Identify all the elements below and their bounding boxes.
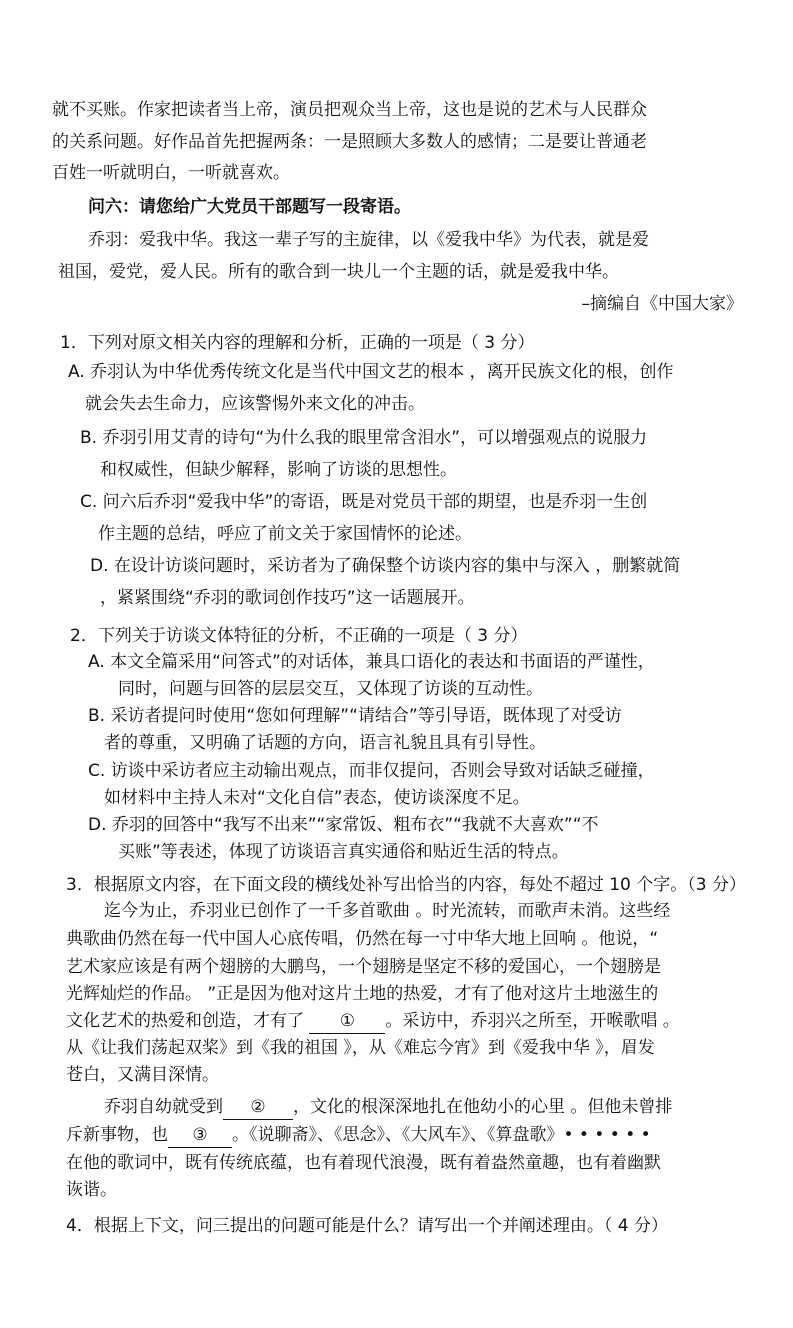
q3-para1-line-5-after: 。采访中，乔羽兴之所至，开喉歌唱 。 (385, 1011, 680, 1031)
passage-line-3: 百姓一听就明白，一听就喜欢。 (52, 163, 290, 183)
q3-para2-line-4: 诙谐。 (66, 1180, 117, 1200)
answer-six-line-1: 乔羽：爱我中华。我这一辈子写的主旋律，以《爱我中华》为代表，就是爱 (88, 230, 649, 250)
q3-para2-line-1 (104, 1095, 672, 1120)
q3-para2-line-2-after: 。《说聊斋》、《思念》、《大风车》、《算盘歌》• • • • • • (232, 1125, 651, 1145)
q1-option-a-line-1: A. 乔羽认为中华优秀传统文化是当代中国文艺的根本 ，离开民族文化的根，创作 (68, 362, 674, 382)
q3-para2-line-1-before: 乔羽自幼就受到 (104, 1097, 223, 1117)
q1-stem: 1．下列对原文相关内容的理解和分析，正确的一项是（ 3 分） (60, 333, 535, 353)
q3-para1-line-5 (66, 1009, 680, 1034)
q3-para1-line-7: 苍白，又满目深情。 (66, 1065, 219, 1085)
answer-six-line-2: 祖国，爱党，爱人民。所有的歌合到一块儿一个主题的话，就是爱我中华。 (58, 262, 619, 282)
q3-para1-line-3: 艺术家应该是有两个翅膀的大鹏鸟，一个翅膀是坚定不移的爱国心，一个翅膀是 (66, 957, 661, 977)
fill-blank-2[interactable]: ② (223, 1095, 293, 1120)
q3-para1-line-1: 迄今为止，乔羽业已创作了一千多首歌曲 。时光流转，而歌声未消。这些经 (104, 901, 671, 921)
q1-option-d-line-1: D. 在设计访谈问题时，采访者为了确保整个访谈内容的集中与深入 ，删繁就简 (90, 556, 681, 576)
q3-para1-line-5-before: 文化艺术的热爱和创造，才有了 (66, 1011, 310, 1031)
fill-blank-1[interactable]: ① (309, 1009, 385, 1034)
passage-line-1: 就不买账。作家把读者当上帝，演员把观众当上帝，这也是说的艺术与人民群众 (52, 100, 647, 120)
q2-option-b-line-2: 者的尊重，又明确了话题的方向，语言礼貌且具有引导性。 (104, 733, 546, 753)
q3-para1-line-4: 光辉灿烂的作品。 ”正是因为他对这片土地的热爱，才有了他对这片土地滋生的 (66, 984, 659, 1004)
q3-para2-line-2 (66, 1123, 651, 1148)
q4-stem: 4．根据上下文，问三提出的问题可能是什么？请写出一个并阐述理由。（ 4 分） (66, 1216, 668, 1236)
q2-option-c-line-2: 如材料中主持人未对“文化自信”表态，使访谈深度不足。 (104, 788, 530, 808)
q1-option-c-line-2: 作主题的总结，呼应了前文关于家国情怀的论述。 (98, 524, 472, 544)
source-attribution: –摘编自《中国大家》 (581, 294, 743, 314)
q1-option-b-line-2: 和权威性，但缺少解释，影响了访谈的思想性。 (100, 460, 457, 480)
q2-option-c-line-1: C. 访谈中采访者应主动输出观点，而非仅提问，否则会导致对话缺乏碰撞， (88, 761, 655, 781)
q2-stem: 2．下列关于访谈文体特征的分析，不正确的一项是（ 3 分） (70, 626, 528, 646)
q1-option-b-line-1: B. 乔羽引用艾青的诗句“为什么我的眼里常含泪水”，可以增强观点的说服力 (80, 428, 648, 448)
q2-option-d-line-2: 买账”等表述，体现了访谈语言真实通俗和贴近生活的特点。 (118, 842, 569, 862)
q1-option-d-line-2: ，紧紧围绕“乔羽的歌词创作技巧”这一话题展开。 (100, 588, 475, 608)
q3-para2-line-2-before: 斥新事物，也 (66, 1125, 168, 1145)
q3-para1-line-6: 从《让我们荡起双桨》到《我的祖国 》，从《难忘今宵》到《爱我中华 》，眉发 (66, 1038, 655, 1058)
q3-para2-line-1-after: ，文化的根深深地扎在他幼小的心里 。但他未曾排 (293, 1097, 673, 1117)
q2-option-a-line-1: A. 本文全篇采用“问答式”的对话体，兼具口语化的表达和书面语的严谨性， (88, 652, 655, 672)
passage-line-2: 的关系问题。好作品首先把握两条：一是照顾大多数人的感情；二是要让普通老 (52, 132, 647, 152)
q1-option-c-line-1: C. 问六后乔羽“爱我中华”的寄语，既是对党员干部的期望，也是乔羽一生创 (80, 492, 648, 512)
fill-blank-3[interactable]: ③ (168, 1123, 232, 1148)
q2-option-b-line-1: B. 采访者提问时使用“您如何理解”“请结合”等引导语，既体现了对受访 (88, 706, 622, 726)
q3-para2-line-3: 在他的歌词中，既有传统底蕴，也有着现代浪漫，既有着盎然童趣，也有着幽默 (66, 1153, 661, 1173)
q3-stem: 3．根据原文内容，在下面文段的横线处补写出恰当的内容，每处不超过 10 个字。（3 分） (66, 875, 746, 895)
question-six-heading: 问六：请您给广大党员干部题写一段寄语。 (88, 197, 411, 217)
q2-option-d-line-1: D. 乔羽的回答中“我写不出来”“家常饭、粗布衣”“我就不大喜欢”“不 (88, 815, 599, 835)
q2-option-a-line-2: 同时，问题与回答的层层交互，又体现了访谈的互动性。 (118, 679, 543, 699)
q3-para1-line-2: 典歌曲仍然在每一代中国人心底传唱，仍然在每一寸中华大地上回响 。他说，“ (66, 929, 659, 949)
q1-option-a-line-2: 就会失去生命力，应该警惕外来文化的冲击。 (85, 394, 425, 414)
